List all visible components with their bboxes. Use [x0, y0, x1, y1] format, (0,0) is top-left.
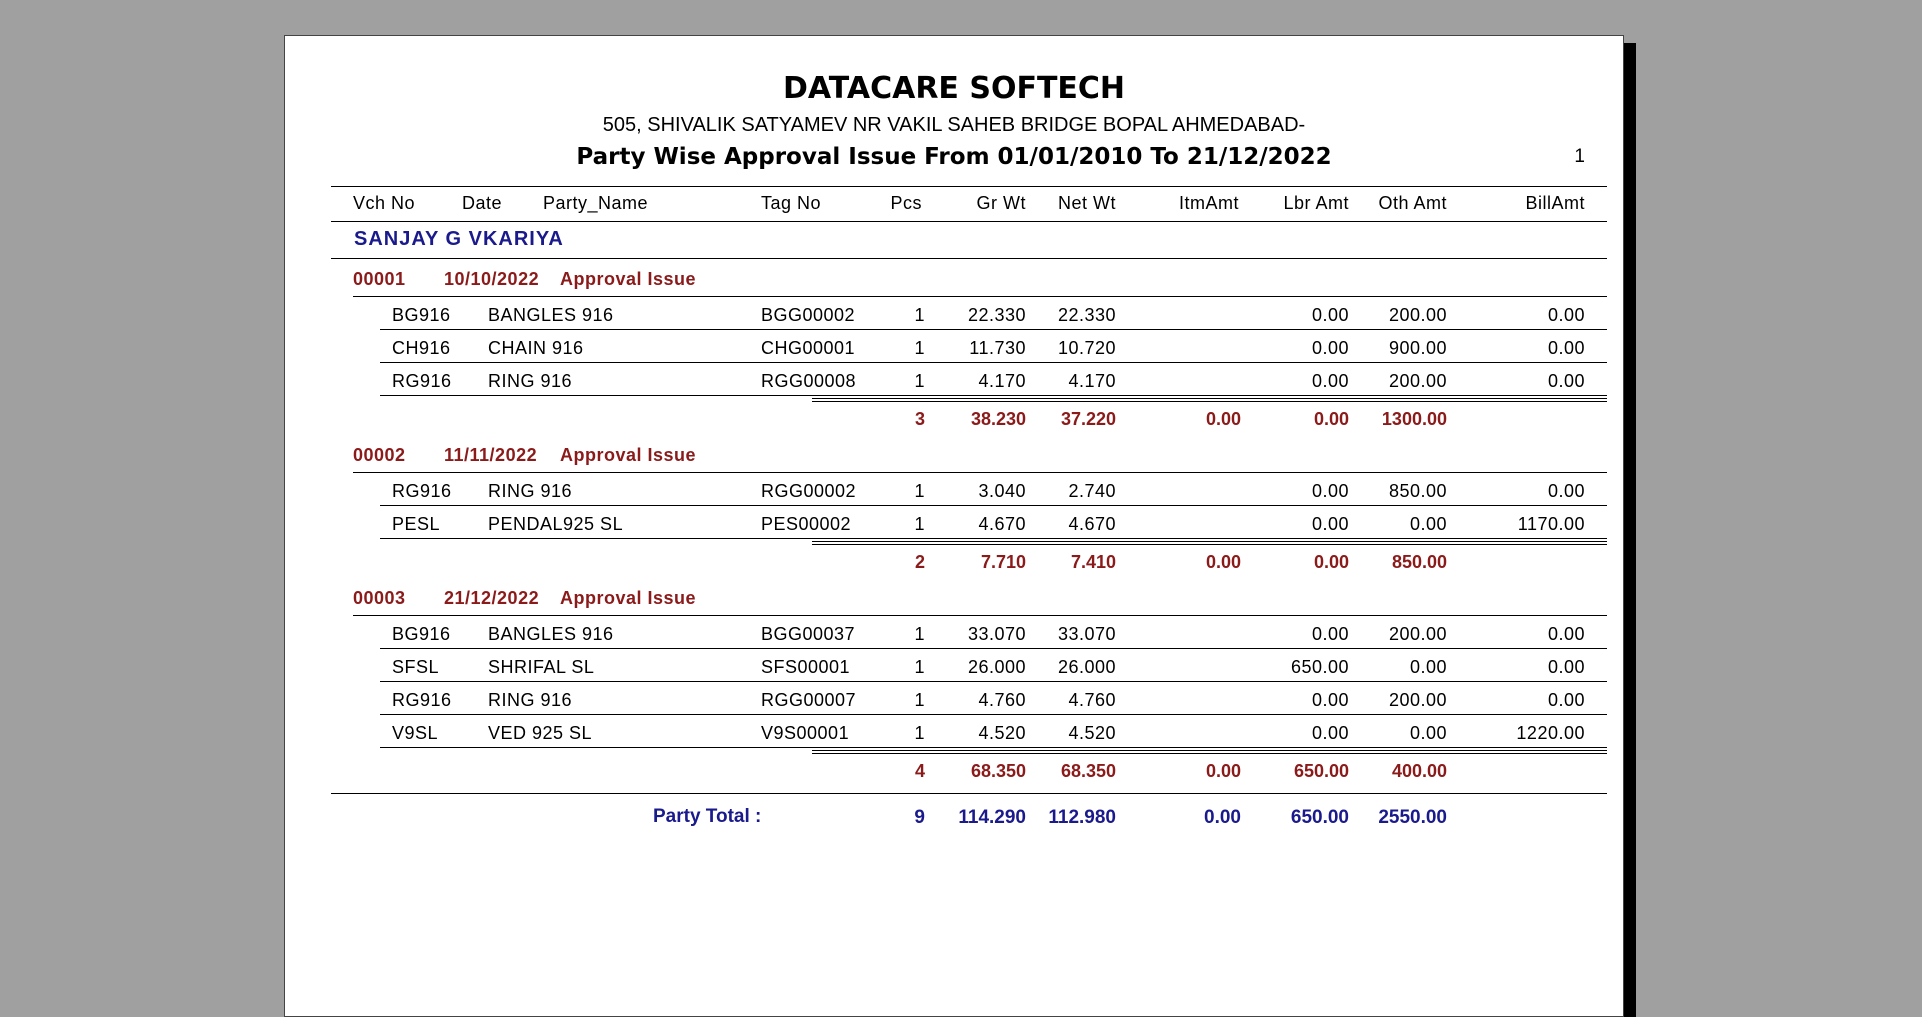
item-code: V9SL	[392, 723, 439, 743]
group-total-grwt: 68.350	[970, 761, 1026, 781]
item-oth: 0.00	[1409, 723, 1447, 743]
item-tag: PES00002	[761, 514, 852, 534]
column-header: Gr Wt	[976, 193, 1026, 213]
row-rule	[380, 329, 1607, 330]
item-code: SFSL	[392, 657, 440, 677]
item-grwt: 22.330	[967, 305, 1026, 325]
party-total-pcs: 9	[914, 807, 925, 828]
item-oth: 200.00	[1388, 690, 1447, 710]
item-code: RG916	[392, 481, 452, 501]
column-header: Date	[462, 193, 503, 213]
group-total-lbr: 0.00	[1313, 409, 1349, 429]
item-bill: 0.00	[1547, 338, 1585, 358]
voucher-date: 11/11/2022	[444, 445, 538, 465]
item-oth: 200.00	[1388, 305, 1447, 325]
item-pcs: 1	[914, 305, 925, 325]
voucher-number: 00002	[353, 445, 406, 465]
item-grwt: 3.040	[978, 481, 1026, 501]
item-tag: SFS00001	[761, 657, 851, 677]
party-rule	[331, 258, 1607, 259]
total-rule	[812, 753, 1607, 754]
party-total-itm: 0.00	[1204, 807, 1241, 828]
group-total-oth: 850.00	[1391, 552, 1447, 572]
voucher-type: Approval Issue	[560, 588, 697, 608]
report-page	[284, 35, 1624, 1017]
item-name: RING 916	[488, 481, 573, 501]
item-bill: 0.00	[1547, 305, 1585, 325]
row-rule	[380, 505, 1607, 506]
item-netwt: 10.720	[1057, 338, 1116, 358]
item-lbr: 0.00	[1311, 305, 1349, 325]
report-title: Party Wise Approval Issue From 01/01/2010 To 21/12/2022	[576, 144, 1332, 170]
item-lbr: 0.00	[1311, 514, 1349, 534]
group-total-lbr: 0.00	[1313, 552, 1349, 572]
voucher-number: 00001	[353, 269, 406, 289]
group-rule	[353, 472, 1607, 473]
group-total-grwt: 7.710	[980, 552, 1026, 572]
row-rule	[380, 362, 1607, 363]
item-grwt: 4.170	[978, 371, 1026, 391]
group-rule	[353, 615, 1607, 616]
item-grwt: 11.730	[969, 338, 1026, 358]
item-lbr: 0.00	[1311, 690, 1349, 710]
item-netwt: 2.740	[1068, 481, 1116, 501]
item-oth: 900.00	[1388, 338, 1447, 358]
item-tag: BGG00037	[761, 624, 856, 644]
item-name: RING 916	[488, 690, 573, 710]
row-rule	[380, 538, 1607, 539]
group-total-grwt: 38.230	[970, 409, 1026, 429]
total-rule	[812, 541, 1607, 542]
item-netwt: 26.000	[1057, 657, 1116, 677]
row-rule	[380, 648, 1607, 649]
item-bill: 0.00	[1547, 624, 1585, 644]
item-pcs: 1	[914, 371, 925, 391]
item-tag: V9S00001	[761, 723, 850, 743]
item-tag: RGG00002	[761, 481, 857, 501]
party-name: SANJAY G VKARIYA	[354, 228, 564, 250]
item-netwt: 4.670	[1068, 514, 1116, 534]
row-rule	[380, 714, 1607, 715]
item-netwt: 4.760	[1068, 690, 1116, 710]
party-total-netwt: 112.980	[1048, 807, 1116, 828]
item-bill: 1220.00	[1516, 723, 1585, 743]
item-grwt: 4.760	[978, 690, 1026, 710]
group-total-oth: 1300.00	[1381, 409, 1447, 429]
group-total-itm: 0.00	[1205, 552, 1241, 572]
item-oth: 850.00	[1388, 481, 1447, 501]
total-rule	[812, 398, 1607, 399]
group-total-netwt: 68.350	[1060, 761, 1116, 781]
column-header: Net Wt	[1057, 193, 1116, 213]
item-tag: BGG00002	[761, 305, 856, 325]
item-pcs: 1	[914, 338, 925, 358]
item-pcs: 1	[914, 723, 925, 743]
header-bottom-rule	[331, 221, 1607, 222]
item-code: CH916	[392, 338, 451, 358]
company-name: DATACARE SOFTECH	[782, 71, 1126, 106]
group-total-pcs: 4	[914, 761, 925, 781]
column-header: Lbr Amt	[1283, 193, 1349, 213]
column-header: ItmAmt	[1179, 193, 1239, 213]
item-code: RG916	[392, 690, 452, 710]
group-total-netwt: 37.220	[1060, 409, 1116, 429]
item-code: PESL	[392, 514, 441, 534]
item-oth: 200.00	[1388, 624, 1447, 644]
row-rule	[380, 681, 1607, 682]
item-lbr: 0.00	[1311, 624, 1349, 644]
item-pcs: 1	[914, 657, 925, 677]
group-rule	[353, 296, 1607, 297]
item-oth: 0.00	[1409, 514, 1447, 534]
item-bill: 1170.00	[1517, 514, 1585, 534]
group-total-lbr: 650.00	[1293, 761, 1349, 781]
party-total-oth: 2550.00	[1378, 807, 1447, 828]
item-bill: 0.00	[1547, 690, 1585, 710]
voucher-number: 00003	[353, 588, 406, 608]
item-pcs: 1	[914, 624, 925, 644]
voucher-date: 21/12/2022	[444, 588, 540, 608]
item-lbr: 0.00	[1311, 481, 1349, 501]
item-name: RING 916	[488, 371, 573, 391]
page-number: 1	[1574, 146, 1585, 167]
item-code: BG916	[392, 624, 451, 644]
item-name: PENDAL925 SL	[488, 514, 624, 534]
item-grwt: 33.070	[967, 624, 1026, 644]
item-lbr: 0.00	[1311, 371, 1349, 391]
item-grwt: 4.670	[978, 514, 1026, 534]
group-total-itm: 0.00	[1205, 761, 1241, 781]
item-bill: 0.00	[1547, 371, 1585, 391]
voucher-date: 10/10/2022	[444, 269, 540, 289]
voucher-type: Approval Issue	[560, 269, 697, 289]
column-header: Oth Amt	[1378, 193, 1447, 213]
item-oth: 200.00	[1388, 371, 1447, 391]
item-name: BANGLES 916	[488, 305, 614, 325]
group-total-netwt: 7.410	[1070, 552, 1116, 572]
item-pcs: 1	[914, 514, 925, 534]
item-netwt: 22.330	[1057, 305, 1116, 325]
item-grwt: 4.520	[978, 723, 1026, 743]
item-bill: 0.00	[1547, 657, 1585, 677]
column-header: Party_Name	[543, 193, 649, 213]
column-header: Tag No	[761, 193, 822, 213]
group-total-pcs: 3	[914, 409, 925, 429]
item-pcs: 1	[914, 690, 925, 710]
party-total-lbr: 650.00	[1290, 807, 1349, 828]
company-address: 505, SHIVALIK SATYAMEV NR VAKIL SAHEB BRIDGE BOPAL AHMEDABAD-	[602, 114, 1306, 136]
item-tag: CHG00001	[761, 338, 856, 358]
party-total-rule	[331, 793, 1607, 794]
item-netwt: 4.170	[1068, 371, 1116, 391]
row-rule	[380, 395, 1607, 396]
item-code: BG916	[392, 305, 451, 325]
item-grwt: 26.000	[967, 657, 1026, 677]
party-total-grwt: 114.290	[958, 807, 1026, 828]
row-rule	[380, 747, 1607, 748]
item-lbr: 0.00	[1311, 338, 1349, 358]
item-pcs: 1	[914, 481, 925, 501]
item-lbr: 0.00	[1311, 723, 1349, 743]
party-total-label: Party Total :	[653, 806, 762, 827]
group-total-oth: 400.00	[1391, 761, 1447, 781]
item-name: BANGLES 916	[488, 624, 614, 644]
header-top-rule	[331, 186, 1607, 187]
column-header: Vch No	[353, 193, 416, 213]
item-lbr: 650.00	[1290, 657, 1349, 677]
item-code: RG916	[392, 371, 452, 391]
group-total-pcs: 2	[914, 552, 925, 572]
item-name: SHRIFAL SL	[488, 657, 595, 677]
item-tag: RGG00007	[761, 690, 857, 710]
item-name: VED 925 SL	[488, 723, 593, 743]
item-netwt: 4.520	[1068, 723, 1116, 743]
total-rule	[812, 750, 1607, 751]
item-netwt: 33.070	[1057, 624, 1116, 644]
item-oth: 0.00	[1409, 657, 1447, 677]
item-tag: RGG00008	[761, 371, 857, 391]
item-bill: 0.00	[1547, 481, 1585, 501]
item-name: CHAIN 916	[488, 338, 584, 358]
total-rule	[812, 401, 1607, 402]
total-rule	[812, 544, 1607, 545]
group-total-itm: 0.00	[1205, 409, 1241, 429]
column-header: Pcs	[890, 193, 922, 213]
voucher-type: Approval Issue	[560, 445, 697, 465]
column-header: BillAmt	[1525, 193, 1585, 213]
